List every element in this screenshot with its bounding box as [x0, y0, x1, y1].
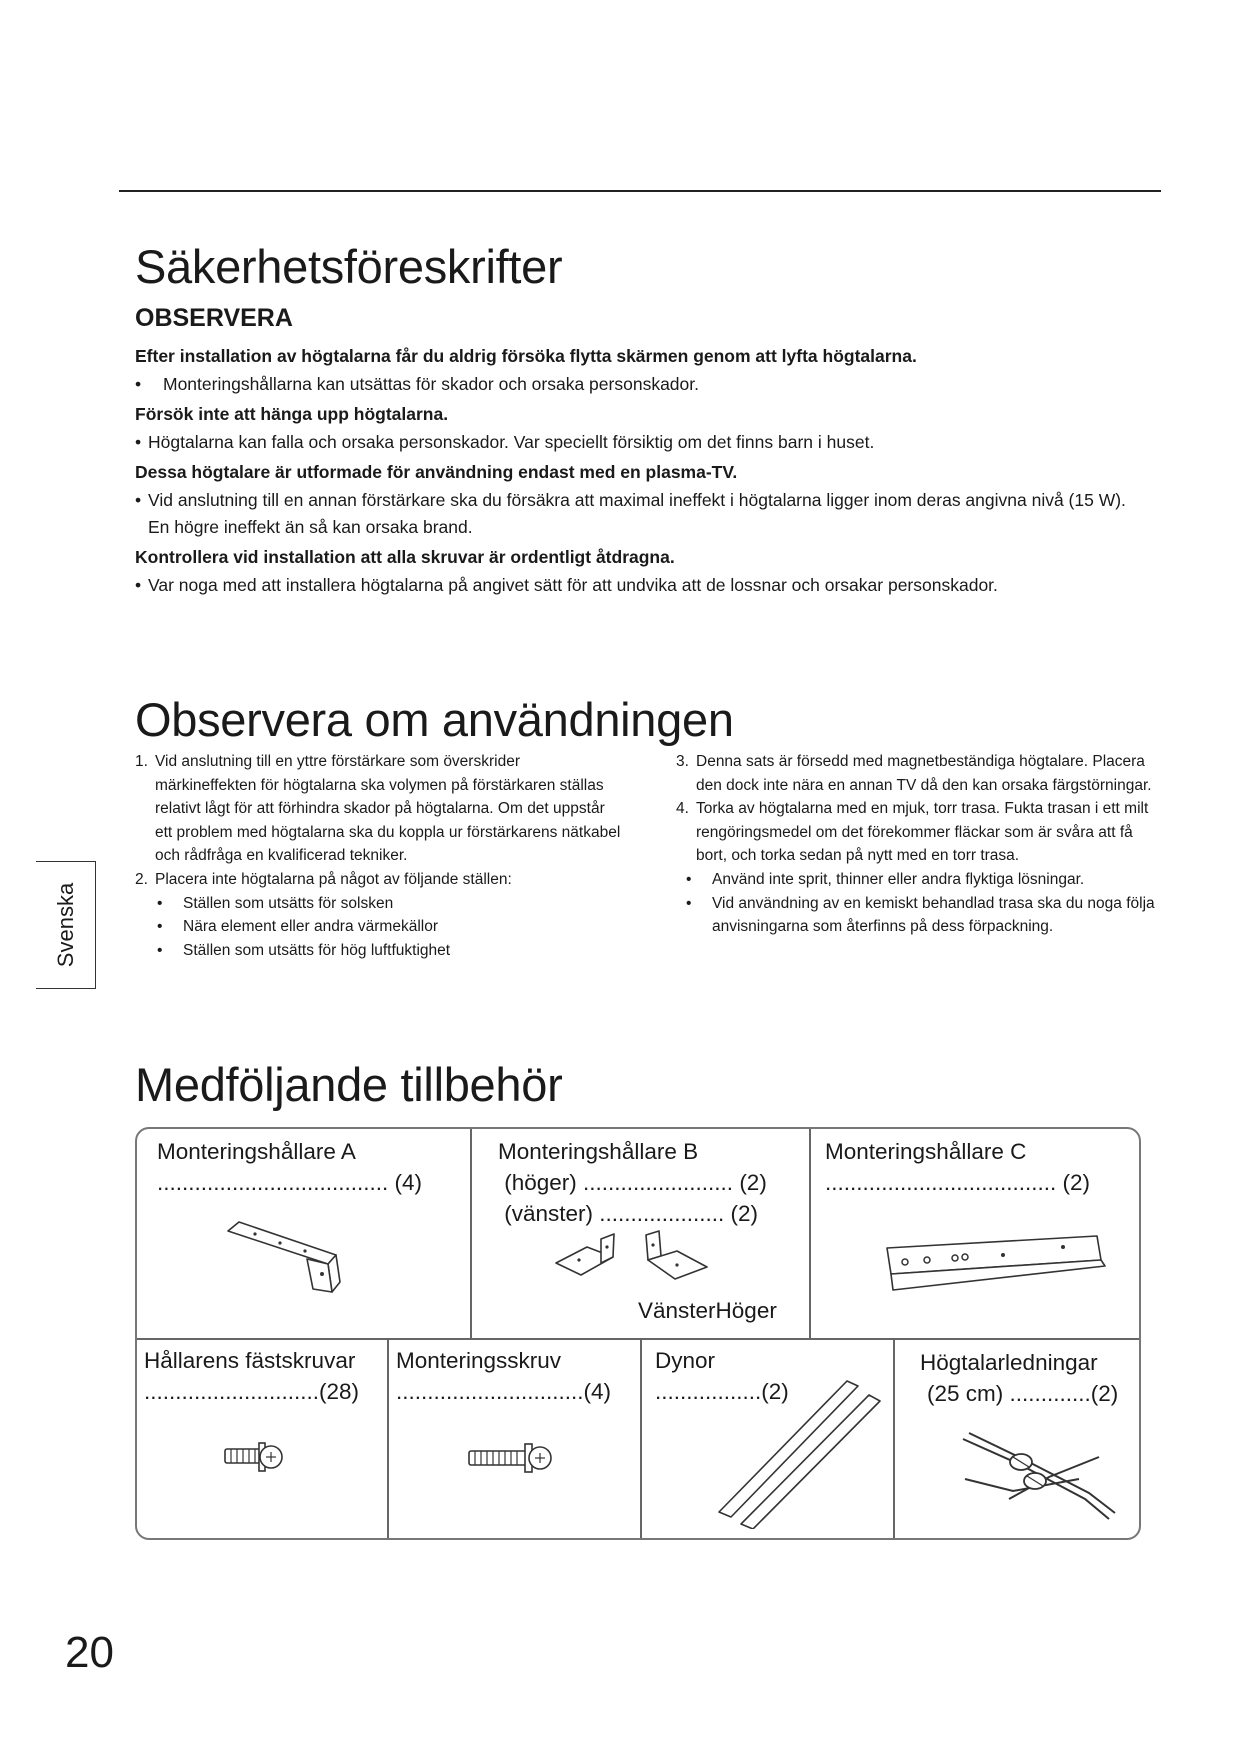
table-divider — [893, 1338, 895, 1538]
top-rule — [119, 190, 1161, 192]
bullet-dot: • — [135, 490, 142, 510]
language-side-tab — [36, 861, 96, 989]
accessory-qty: ..................................... (2) — [825, 1170, 1091, 1195]
sub-bullet-text: Ställen som utsätts för hög luftfuktighet — [183, 941, 451, 959]
sub-bullet-text: Vid användning av en kemiskt behandlad trasa ska du noga följa anvisningarna som återfinns på dess förpackning. — [712, 894, 1155, 936]
usage-item-3 — [676, 750, 1166, 797]
accessory-qty: ............................(28) — [144, 1379, 360, 1404]
safety-bullet — [135, 429, 1145, 456]
table-divider — [387, 1338, 389, 1538]
accessory-name: Monteringsskruv — [396, 1348, 562, 1373]
bracket-c-illustration — [883, 1234, 1113, 1304]
sub-bullet-text: Nära element eller andra värmekällor — [183, 918, 439, 936]
item-text: Vid anslutning till en yttre förstärkare som överskrider märkineffekten för högtalarna ska volymen på förstärkaren ställas relativt lågt för att förhindra skador på högtalarna. Om det uppstår ett problem med högtalarna ska du koppla ur förstärkarens nätkabel och rådfråga en kvalificerad tekniker. — [155, 753, 621, 865]
usage-sub-bullet — [676, 892, 1166, 939]
page-number: 20 — [65, 1628, 114, 1677]
bullet-dot: • — [157, 918, 163, 936]
safety-bullet — [135, 371, 1145, 398]
bullet-dot: • — [686, 894, 692, 912]
usage-title: Observera om användningen — [135, 693, 734, 746]
screw-illustration — [223, 1435, 283, 1481]
bullet-dot: • — [135, 374, 142, 394]
accessory-qty: (vänster) .................... (2) — [498, 1201, 759, 1226]
safety-bullet-text: Högtalarna kan falla och orsaka personskador. Var speciellt försiktig om det finns barn i huset. — [148, 432, 875, 452]
safety-heading: Kontrollera vid installation att alla skruvar är ordentligt åtdragna. — [135, 547, 675, 567]
mounting-screw-illustration — [467, 1436, 557, 1482]
accessory-name: Dynor — [655, 1348, 716, 1373]
accessory-name: Monteringshållare A — [157, 1139, 356, 1164]
safety-heading: Försök inte att hänga upp högtalarna. — [135, 404, 449, 424]
safety-bullet-text: Monteringshållarna kan utsättas för skador och orsaka personskador. — [163, 374, 699, 394]
item-number: 4. — [676, 800, 689, 818]
item-text: Torka av högtalarna med en mjuk, torr trasa. Fukta trasan i ett milt rengöringsmedel om det förekommer fläckar som är svåra att få bort, och torka sedan på nytt med en torr trasa. — [696, 800, 1149, 865]
accessory-name: Monteringshållare C — [825, 1139, 1027, 1164]
bullet-dot: • — [135, 432, 142, 452]
accessory-name: Monteringshållare B — [498, 1139, 699, 1164]
usage-item-2 — [135, 868, 625, 892]
usage-item-4 — [676, 797, 1166, 868]
accessory-qty: (höger) ........................ (2) — [498, 1170, 767, 1195]
usage-left-column — [135, 750, 625, 962]
item-text: Placera inte högtalarna på något av följande ställen: — [155, 870, 512, 888]
safety-heading: Dessa högtalare är utformade för användning endast med en plasma-TV. — [135, 462, 738, 482]
bracket-b-illustration — [551, 1229, 721, 1299]
speaker-cable-illustration — [959, 1429, 1119, 1529]
safety-bullet — [135, 487, 1145, 541]
usage-right-column — [676, 750, 1166, 939]
side-tab-label: Svenska — [52, 882, 78, 968]
accessories-table — [135, 1127, 1141, 1540]
bracket-a-illustration — [225, 1219, 355, 1299]
sub-bullet-text: Ställen som utsätts för solsken — [183, 894, 394, 912]
bracket-b-caption: VänsterHöger — [638, 1298, 777, 1323]
bullet-dot: • — [157, 894, 163, 912]
accessory-qty: ..................................... (4) — [157, 1170, 423, 1195]
table-divider — [137, 1338, 1139, 1340]
usage-sub-bullet — [676, 868, 1166, 892]
accessory-qty: ..............................(4) — [396, 1379, 612, 1404]
cushion-illustration — [717, 1379, 887, 1529]
bullet-dot: • — [135, 575, 142, 595]
bullet-dot: • — [157, 941, 163, 959]
accessories-title: Medföljande tillbehör — [135, 1058, 563, 1111]
safety-heading: Efter installation av högtalarna får du aldrig försöka flytta skärmen genom att lyfta högtalarna. — [135, 346, 917, 366]
item-text: Denna sats är försedd med magnetbeständiga högtalare. Placera den dock inte nära en annan TV då den kan orsaka färgstörningar. — [696, 753, 1152, 794]
safety-bullet-text: Vid anslutning till en annan förstärkare ska du försäkra att maximal ineffekt i högtalarna ligger inom deras angivna nivå (15 W). En högre ineffekt än så kan orsaka brand. — [148, 490, 1126, 537]
accessory-name: Högtalarledningar — [920, 1350, 1098, 1375]
safety-bullet — [135, 572, 1145, 599]
safety-section — [135, 304, 1145, 599]
usage-sub-bullet — [135, 939, 625, 963]
table-divider — [640, 1338, 642, 1538]
usage-item-1 — [135, 750, 625, 868]
item-number: 1. — [135, 753, 148, 770]
table-divider — [809, 1129, 811, 1338]
bullet-dot: • — [686, 870, 692, 888]
usage-sub-bullet — [135, 915, 625, 939]
accessory-qty: (25 cm) .............(2) — [927, 1381, 1119, 1406]
accessory-name: Hållarens fästskruvar — [144, 1348, 356, 1373]
item-number: 2. — [135, 870, 148, 888]
safety-title: Säkerhetsföreskrifter — [135, 240, 563, 293]
caution-label: OBSERVERA — [135, 304, 293, 332]
sub-bullet-text: Använd inte sprit, thinner eller andra flyktiga lösningar. — [712, 870, 1085, 888]
accessory-qty: .................(2) — [655, 1379, 789, 1404]
safety-bullet-text: Var noga med att installera högtalarna på angivet sätt för att undvika att de lossnar och orsakar personskador. — [148, 575, 998, 595]
item-number: 3. — [676, 753, 689, 770]
usage-sub-bullet — [135, 892, 625, 916]
table-divider — [470, 1129, 472, 1338]
